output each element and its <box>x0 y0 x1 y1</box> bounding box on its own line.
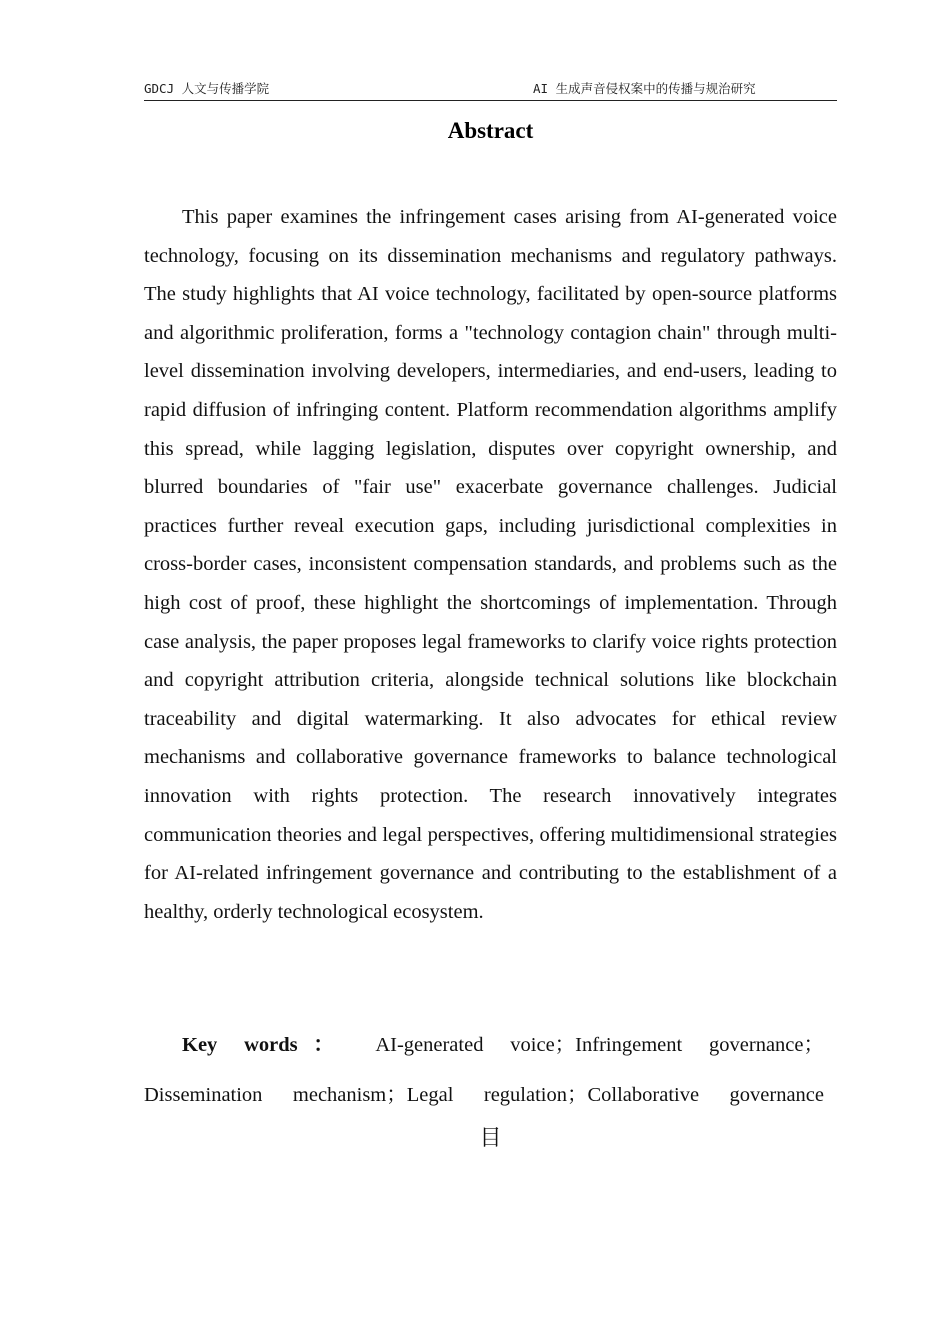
keywords-list: AI-generated voice；Infringement governance；Dissemination mechanism；Legal regulation；Collaborative governance <box>144 1034 824 1106</box>
abstract-body: This paper examines the infringement cases arising from AI-generated voice technology, focusing on its dissemination mechanisms and regulatory pathways. The study highlights that AI voice technology, facilitated by open-source platforms and algorithmic proliferation, forms a "technology contagion chain" through multi-level dissemination involving developers, intermediaries, and end-users, leading to rapid diffusion of infringing content. Platform recommendation algorithms amplify this spread, while lagging legislation, disputes over copyright ownership, and blurred boundaries of "fair use" exacerbate governance challenges. Judicial practices further reveal execution gaps, including jurisdictional complexities in cross-border cases, inconsistent compensation standards, and problems such as the high cost of proof, these highlight the shortcomings of implementation. Through case analysis, the paper proposes legal frameworks to clarify voice rights protection and copyright attribution criteria, alongside technical solutions like blockchain traceability and digital watermarking. It also advocates for ethical review mechanisms and collaborative governance frameworks to balance technological innovation with rights protection. The research innovatively integrates communication theories and legal perspectives, offering multidimensional strategies for AI-related infringement governance and contributing to the establishment of a healthy, orderly technological ecosystem. <box>144 206 837 923</box>
header-paper-title: AI 生成声音侵权案中的传播与规治研究 <box>533 81 756 96</box>
running-header <box>144 76 837 101</box>
abstract-heading: Abstract <box>447 118 534 143</box>
toc-heading: 目 <box>479 1126 502 1151</box>
keywords-label: Key words： <box>182 1034 350 1056</box>
header-institution: GDCJ 人文与传播学院 <box>144 81 270 96</box>
keywords-paragraph <box>144 1020 824 1120</box>
